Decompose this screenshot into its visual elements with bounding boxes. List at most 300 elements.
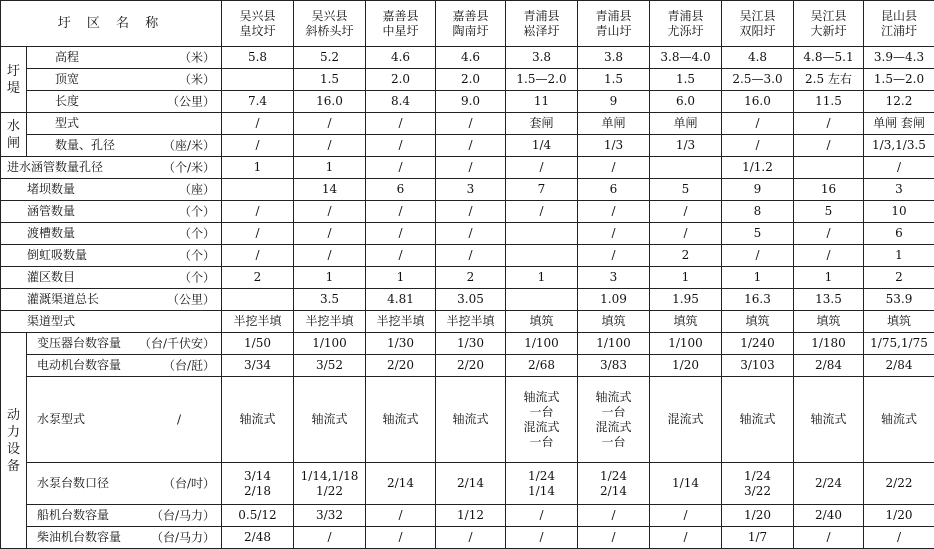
table-cell: 1/3 <box>578 135 650 157</box>
table-cell <box>222 179 294 201</box>
column-header <box>222 1 294 47</box>
table-cell: / <box>222 223 294 245</box>
table-cell: / <box>506 505 578 527</box>
row-label-text: 电动机台数容量 <box>33 358 121 372</box>
cell-line: 1/14 <box>672 476 699 490</box>
cell-line: 1/24 <box>744 469 771 483</box>
table-cell <box>506 289 578 311</box>
cell-line: 1/14 <box>528 484 555 498</box>
row-label-text: 变压器台数容量 <box>33 336 121 350</box>
table-cell: 1/1.2 <box>722 157 794 179</box>
row-label <box>1 201 222 223</box>
cell-line: 2/18 <box>244 484 271 498</box>
table-cell: 2.0 <box>366 69 436 91</box>
table-cell <box>650 377 722 463</box>
row-label-text: 堵坝数量 <box>7 182 75 196</box>
table-cell: / <box>436 157 506 179</box>
table-cell: 填筑 <box>506 311 578 333</box>
row-label-text: 涵管数量 <box>7 204 75 218</box>
row-unit: （台/马力） <box>151 508 215 523</box>
table-cell: 1/30 <box>436 333 506 355</box>
table-cell: 2/40 <box>794 505 864 527</box>
column-header <box>436 1 506 47</box>
table-cell: / <box>864 527 934 549</box>
row-label-text: 进水涵管数量孔径 <box>7 160 103 174</box>
row-unit: （个） <box>179 226 215 241</box>
column-header <box>722 1 794 47</box>
row-unit: （个） <box>179 248 215 263</box>
table-cell: / <box>294 113 366 135</box>
table-cell: 2/20 <box>436 355 506 377</box>
table-cell: 2 <box>222 267 294 289</box>
table-cell: / <box>294 245 366 267</box>
table-cell: 1.5—2.0 <box>864 69 934 91</box>
table-cell: 1/7 <box>722 527 794 549</box>
table-cell <box>722 377 794 463</box>
cell-line: 1/24 <box>528 469 555 483</box>
table-row <box>1 223 934 245</box>
row-unit: （个/米） <box>163 160 215 175</box>
table-cell: 2 <box>650 245 722 267</box>
row-label <box>1 179 222 201</box>
table-cell: 3 <box>436 179 506 201</box>
table-cell: 3/103 <box>722 355 794 377</box>
table-cell: / <box>436 245 506 267</box>
table-row <box>1 377 934 463</box>
row-unit: （米） <box>179 50 215 65</box>
table-cell: 3.05 <box>436 289 506 311</box>
row-unit: （座/米） <box>163 138 215 153</box>
table-cell: 半挖半填 <box>294 311 366 333</box>
row-unit: / <box>177 412 181 427</box>
table-cell: 2 <box>864 267 934 289</box>
row-group-char: 备 <box>7 459 20 474</box>
table-cell <box>722 463 794 505</box>
column-header <box>864 1 934 47</box>
table-cell: / <box>650 223 722 245</box>
table-cell: 10 <box>864 201 934 223</box>
cell-line: 混流式 <box>523 420 559 434</box>
table-cell <box>578 463 650 505</box>
table-cell: 3.8 <box>578 47 650 69</box>
row-label-text: 数量、孔径 <box>33 138 115 152</box>
table-cell: / <box>578 201 650 223</box>
table-cell: / <box>578 505 650 527</box>
table-cell: 6 <box>864 223 934 245</box>
table-cell: / <box>366 157 436 179</box>
table-cell: 9 <box>722 179 794 201</box>
row-unit: （座） <box>179 182 215 197</box>
row-group-char: 设 <box>7 442 20 457</box>
row-label <box>27 333 222 355</box>
row-group-char: 力 <box>7 425 20 440</box>
table-cell: 1.5 <box>578 69 650 91</box>
table-cell: 3/83 <box>578 355 650 377</box>
table-cell: 1/20 <box>864 505 934 527</box>
table-cell <box>366 463 436 505</box>
row-unit: （台/吋） <box>163 476 215 491</box>
table-cell <box>506 223 578 245</box>
table-cell: 1 <box>864 245 934 267</box>
table-cell: 3.8—4.0 <box>650 47 722 69</box>
column-header-line: 皇坟圩 <box>239 24 275 38</box>
table-cell: 3.9—4.3 <box>864 47 934 69</box>
table-cell: / <box>794 113 864 135</box>
cell-line: 2/24 <box>815 476 842 490</box>
row-label-text: 渠道型式 <box>7 314 75 328</box>
table-row <box>1 69 934 91</box>
table-cell: 5 <box>794 201 864 223</box>
row-unit: （个） <box>179 270 215 285</box>
table-cell: 3.5 <box>294 289 366 311</box>
table-cell: 4.8—5.1 <box>794 47 864 69</box>
row-label <box>1 245 222 267</box>
table-cell: 填筑 <box>864 311 934 333</box>
table-cell: 3/32 <box>294 505 366 527</box>
table-cell <box>294 463 366 505</box>
table-row <box>1 505 934 527</box>
table-row <box>1 47 934 69</box>
column-header-line: 双阳圩 <box>739 24 775 38</box>
table-cell <box>650 157 722 179</box>
column-header <box>506 1 578 47</box>
column-header-line: 吴兴县 <box>311 9 347 23</box>
row-label <box>1 267 222 289</box>
cell-line: 2/22 <box>886 476 913 490</box>
cell-line: 轴流式 <box>739 412 775 426</box>
table-cell: 2.5—3.0 <box>722 69 794 91</box>
table-cell: 2/84 <box>864 355 934 377</box>
table-cell: 2/48 <box>222 527 294 549</box>
table-cell: / <box>578 245 650 267</box>
table-cell: 0.5/12 <box>222 505 294 527</box>
table-cell <box>864 377 934 463</box>
row-group-char: 闸 <box>7 136 20 151</box>
column-header-line: 嘉善县 <box>382 9 418 23</box>
table-cell: / <box>506 157 578 179</box>
table-cell: 1.09 <box>578 289 650 311</box>
table-cell: / <box>578 223 650 245</box>
cell-line: 一台 <box>529 405 553 419</box>
table-cell: / <box>722 245 794 267</box>
table-cell: 7.4 <box>222 91 294 113</box>
table-cell: / <box>722 113 794 135</box>
table-cell: 3/34 <box>222 355 294 377</box>
table-row <box>1 135 934 157</box>
row-unit: （台/瓩） <box>163 358 215 373</box>
table-cell: 1/100 <box>650 333 722 355</box>
table-cell: 16.0 <box>294 91 366 113</box>
cell-line: 一台 <box>601 435 625 449</box>
table-cell <box>222 463 294 505</box>
table-cell: 1.5 <box>294 69 366 91</box>
table-cell: / <box>506 201 578 223</box>
column-header-line: 嘉善县 <box>452 9 488 23</box>
table-cell: 1 <box>722 267 794 289</box>
cell-line: 轴流式 <box>239 412 275 426</box>
table-cell: 1/3,1/3.5 <box>864 135 934 157</box>
column-header <box>578 1 650 47</box>
cell-line: 2/14 <box>457 476 484 490</box>
row-label <box>27 463 222 505</box>
table-cell: 1/100 <box>578 333 650 355</box>
table-cell: 13.5 <box>794 289 864 311</box>
cell-line: 轴流式 <box>881 412 917 426</box>
table-cell: 1/75,1/75 <box>864 333 934 355</box>
table-cell: 2.0 <box>436 69 506 91</box>
table-row <box>1 355 934 377</box>
table-cell: 5.2 <box>294 47 366 69</box>
table-cell: 2 <box>436 267 506 289</box>
table-cell: 14 <box>294 179 366 201</box>
table-cell: / <box>222 135 294 157</box>
table-cell: 1 <box>506 267 578 289</box>
row-group-char: 圩 <box>7 64 20 79</box>
table-cell: / <box>650 201 722 223</box>
column-header-line: 尤泺圩 <box>667 24 703 38</box>
table-cell: / <box>222 201 294 223</box>
table-cell <box>578 377 650 463</box>
row-group-label <box>1 47 27 113</box>
row-label <box>27 527 222 549</box>
column-header-line: 大新圩 <box>810 24 846 38</box>
row-label <box>1 223 222 245</box>
column-header-line: 吴江县 <box>810 9 846 23</box>
table-cell: / <box>294 135 366 157</box>
table-cell: 5.8 <box>222 47 294 69</box>
table-cell <box>506 463 578 505</box>
table-cell: 1/240 <box>722 333 794 355</box>
header-title: 圩 区 名 称 <box>1 1 222 47</box>
table-cell: 5 <box>650 179 722 201</box>
row-unit: （公里） <box>167 94 215 109</box>
column-header-line: 斜桥头圩 <box>305 24 353 38</box>
table-cell: 1/100 <box>506 333 578 355</box>
header-row <box>1 1 934 47</box>
table-cell: / <box>366 135 436 157</box>
table-cell <box>436 377 506 463</box>
cell-line: 一台 <box>529 435 553 449</box>
table-cell: 2.5 左右 <box>794 69 864 91</box>
table-cell: 1 <box>294 267 366 289</box>
table-cell: 填筑 <box>794 311 864 333</box>
column-header-line: 青浦县 <box>595 9 631 23</box>
table-cell: / <box>366 505 436 527</box>
row-label-text: 水泵型式 <box>33 412 85 426</box>
table-row <box>1 463 934 505</box>
table-cell: 1/20 <box>722 505 794 527</box>
table-cell: 53.9 <box>864 289 934 311</box>
row-label-text: 型式 <box>33 116 79 130</box>
row-label <box>27 505 222 527</box>
column-header-line: 江浦圩 <box>881 24 917 38</box>
cell-line: 1/24 <box>600 469 627 483</box>
table-cell: 2/68 <box>506 355 578 377</box>
row-label <box>27 91 222 113</box>
cell-line: 3/22 <box>744 484 771 498</box>
table-row <box>1 113 934 135</box>
table-cell: 6 <box>366 179 436 201</box>
table-cell: 8 <box>722 201 794 223</box>
table-row <box>1 91 934 113</box>
cell-line: 2/14 <box>387 476 414 490</box>
table-cell: 单闸 <box>578 113 650 135</box>
column-header <box>794 1 864 47</box>
row-group-label <box>1 113 27 157</box>
table-row <box>1 311 934 333</box>
table-cell: 3 <box>578 267 650 289</box>
table-cell: 2/20 <box>366 355 436 377</box>
column-header-line: 崧泽圩 <box>523 24 559 38</box>
table-cell: / <box>366 527 436 549</box>
table-cell: 填筑 <box>722 311 794 333</box>
table-cell: 2/84 <box>794 355 864 377</box>
table-cell <box>366 377 436 463</box>
table-cell <box>506 245 578 267</box>
table-cell <box>506 377 578 463</box>
table-cell: 半挖半填 <box>222 311 294 333</box>
table-cell: 7 <box>506 179 578 201</box>
table-row <box>1 157 934 179</box>
cell-line: 2/14 <box>600 484 627 498</box>
table-cell: / <box>578 157 650 179</box>
table-row <box>1 201 934 223</box>
table-row <box>1 245 934 267</box>
row-unit: （米） <box>179 72 215 87</box>
cell-line: 轴流式 <box>382 412 418 426</box>
table-cell <box>794 463 864 505</box>
table-cell: 12.2 <box>864 91 934 113</box>
row-label-text: 船机台数容量 <box>33 508 109 522</box>
table-cell: 6.0 <box>650 91 722 113</box>
cell-line: 轴流式 <box>311 412 347 426</box>
table-cell: 9.0 <box>436 91 506 113</box>
table-cell: 1/20 <box>650 355 722 377</box>
row-label <box>1 289 222 311</box>
table-cell: 1 <box>366 267 436 289</box>
table-row <box>1 333 934 355</box>
row-group-char: 动 <box>7 408 20 423</box>
table-cell <box>222 289 294 311</box>
table-cell: 1 <box>294 157 366 179</box>
table-cell: 4.6 <box>436 47 506 69</box>
table-cell: 1/30 <box>366 333 436 355</box>
column-header-line: 青山圩 <box>595 24 631 38</box>
column-header <box>650 1 722 47</box>
row-unit: （台/马力） <box>151 530 215 545</box>
table-cell: 1 <box>650 267 722 289</box>
row-group-label <box>1 333 27 549</box>
table-cell: 填筑 <box>650 311 722 333</box>
table-cell: 5 <box>722 223 794 245</box>
table-row <box>1 179 934 201</box>
table-cell <box>222 377 294 463</box>
table-cell: 3/52 <box>294 355 366 377</box>
table-cell: 单闸 <box>650 113 722 135</box>
table-cell: / <box>794 135 864 157</box>
cell-line: 轴流式 <box>452 412 488 426</box>
table-cell: 半挖半填 <box>436 311 506 333</box>
table-cell: 1/3 <box>650 135 722 157</box>
row-label <box>27 113 222 135</box>
row-label-text: 高程 <box>33 50 79 64</box>
table-cell: 套闸 <box>506 113 578 135</box>
table-cell: / <box>366 223 436 245</box>
table-cell: / <box>222 113 294 135</box>
table-cell: 3.8 <box>506 47 578 69</box>
table-cell: 6 <box>578 179 650 201</box>
table-cell: 单闸 套闸 <box>864 113 934 135</box>
table-cell: 1.5 <box>650 69 722 91</box>
table-cell: / <box>794 223 864 245</box>
column-header <box>366 1 436 47</box>
table-cell: 3 <box>864 179 934 201</box>
column-header-line: 青浦县 <box>667 9 703 23</box>
table-cell: 4.6 <box>366 47 436 69</box>
table-cell: / <box>436 113 506 135</box>
table-cell: / <box>864 157 934 179</box>
table-cell <box>436 463 506 505</box>
table-cell: 11.5 <box>794 91 864 113</box>
table-cell: / <box>722 135 794 157</box>
table-cell: 16.3 <box>722 289 794 311</box>
table-cell: 4.8 <box>722 47 794 69</box>
row-label <box>27 355 222 377</box>
row-label <box>27 69 222 91</box>
table-cell: 1 <box>222 157 294 179</box>
column-header-line: 陶南圩 <box>452 24 488 38</box>
table-cell: 1/100 <box>294 333 366 355</box>
row-group-char: 堤 <box>7 81 20 96</box>
row-label-text: 灌溉渠道总长 <box>7 292 99 306</box>
table-cell: 半挖半填 <box>366 311 436 333</box>
row-label-text: 水泵台数口径 <box>33 476 109 490</box>
table-cell: / <box>794 245 864 267</box>
column-header-line: 中星圩 <box>382 24 418 38</box>
row-label <box>1 157 222 179</box>
cell-line: 1/14,1/18 <box>301 469 359 483</box>
table-cell: 1 <box>794 267 864 289</box>
row-label-text: 倒虹吸数量 <box>7 248 87 262</box>
table-cell: 1.5—2.0 <box>506 69 578 91</box>
table-cell: / <box>650 505 722 527</box>
table-cell: 1/4 <box>506 135 578 157</box>
table-cell: 8.4 <box>366 91 436 113</box>
column-header <box>294 1 366 47</box>
cell-line: 3/14 <box>244 469 271 483</box>
cell-line: 混流式 <box>595 420 631 434</box>
table-cell: / <box>294 223 366 245</box>
row-label-text: 顶宽 <box>33 72 79 86</box>
table-cell: 1/50 <box>222 333 294 355</box>
table-cell: / <box>794 527 864 549</box>
table-cell: / <box>436 135 506 157</box>
table-cell: 9 <box>578 91 650 113</box>
table-cell <box>864 463 934 505</box>
table-cell: / <box>578 527 650 549</box>
table-row <box>1 289 934 311</box>
table-cell: / <box>366 245 436 267</box>
table-cell: 填筑 <box>578 311 650 333</box>
row-label <box>27 377 222 463</box>
row-group-char: 水 <box>7 119 20 134</box>
row-label <box>1 311 222 333</box>
table-cell <box>294 377 366 463</box>
table-cell: 1/180 <box>794 333 864 355</box>
row-label <box>27 47 222 69</box>
table-cell: / <box>222 245 294 267</box>
cell-line: 一台 <box>601 405 625 419</box>
